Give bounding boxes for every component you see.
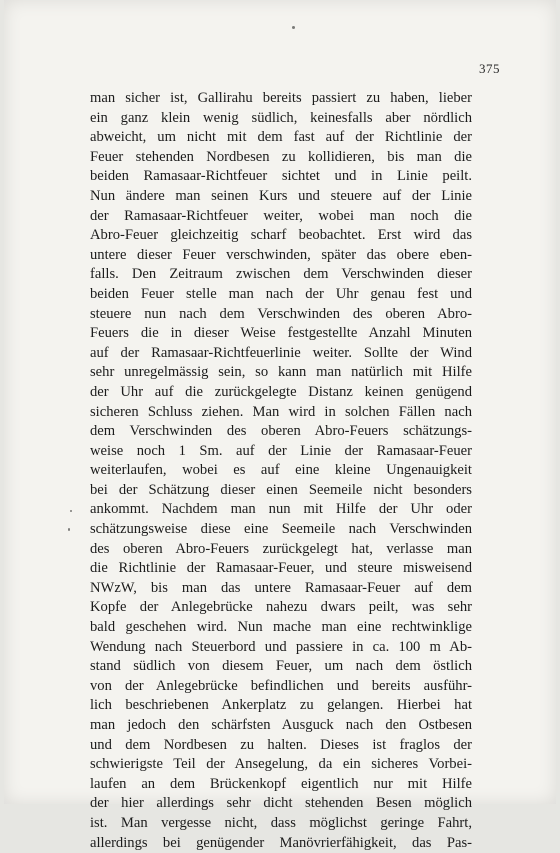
text-line: ankommt. Nachdem man nun mit Hilfe der Uhr oder bbox=[90, 501, 472, 518]
text-line: ein ganz klein wenig südlich, keinesfalls aber nördlich bbox=[90, 109, 472, 126]
text-line: beiden Ramasaar-Richtfeuer sichtet und in Linie peilt. bbox=[90, 168, 472, 185]
text-line: man jedoch den schärfsten Ausguck nach den Ostbesen bbox=[90, 717, 472, 733]
text-line: sehr unregelmässig sein, so kann man natürlich mit Hilfe bbox=[90, 364, 472, 381]
text-line: Feuers die in dieser Weise festgestellte Anzahl Minuten bbox=[90, 325, 472, 342]
text-line: beiden Feuer stelle man nach der Uhr genau fest und bbox=[90, 285, 472, 302]
text-line: Abro-Feuer gleichzeitig scharf beobachtet. Erst wird das bbox=[90, 227, 472, 244]
text-line: Kopfe der Anlegebrücke nahezu dwars peilt, was sehr bbox=[90, 599, 472, 616]
text-line: abweicht, um nicht mit dem fast auf der Richtlinie der bbox=[90, 129, 472, 146]
text-line: allerdings bei genügender Manövrierfähigkeit, das Pas- bbox=[90, 834, 472, 851]
text-line: und dem Nordbesen zu halten. Dieses ist fraglos der bbox=[90, 736, 472, 753]
text-line: Nun ändere man seinen Kurs und steuere auf der Linie bbox=[90, 187, 472, 204]
text-line: untere dieser Feuer verschwinden, später das obere eben- bbox=[90, 246, 472, 263]
text-line: schätzungsweise diese eine Seemeile nach Verschwinden bbox=[90, 521, 472, 538]
text-line: Wendung nach Steuerbord und passiere in ca. 100 m Ab- bbox=[90, 638, 472, 655]
text-line: laufen an dem Brückenkopf eigentlich nur mit Hilfe bbox=[90, 775, 472, 792]
text-line: stand südlich von diesem Feuer, um nach dem östlich bbox=[90, 658, 472, 675]
text-line: die Richtlinie der Ramasaar-Feuer, und steure misweisend bbox=[90, 560, 472, 577]
text-line: der Uhr auf die zurückgelegte Distanz keinen genügend bbox=[90, 383, 472, 400]
text-line: auf der Ramasaar-Richtfeuerlinie weiter. Sollte der Wind bbox=[90, 344, 472, 361]
text-line: weise noch 1 Sm. auf der Linie der Ramasaar-Feuer bbox=[90, 442, 472, 459]
text-line: des oberen Abro-Feuers zurückgelegt hat, verlasse man bbox=[90, 540, 472, 557]
text-line: NWzW, bis man das untere Ramasaar-Feuer auf dem bbox=[90, 579, 472, 596]
text-line: ist. Man vergesse nicht, dass möglichst geringe Fahrt, bbox=[90, 814, 472, 831]
text-line: lich beschriebenen Ankerplatz zu gelangen. Hierbei hat bbox=[90, 697, 472, 714]
text-line: weiterlaufen, wobei es auf eine kleine Ungenauigkeit bbox=[90, 462, 472, 479]
paper-speck bbox=[292, 26, 295, 29]
text-line: bei der Schätzung dieser einen Seemeile nicht besonders bbox=[90, 481, 472, 498]
text-line: der Ramasaar-Richtfeuer weiter, wobei man noch die bbox=[90, 207, 472, 224]
text-line: sicheren Schluss ziehen. Man wird in solchen Fällen nach bbox=[90, 403, 472, 420]
page-number: 375 bbox=[479, 61, 500, 76]
paper-speck bbox=[70, 510, 72, 512]
text-line: von der Anlegebrücke befindlichen und bereits ausführ- bbox=[90, 677, 472, 694]
text-line: man sicher ist, Gallirahu bereits passiert zu haben, lieber bbox=[90, 90, 472, 106]
text-line: der hier allerdings sehr dicht stehenden Besen möglich bbox=[90, 795, 472, 812]
text-line: steuere nun nach dem Verschwinden des oberen Abro- bbox=[90, 305, 472, 322]
body-text bbox=[90, 89, 472, 853]
text-line: bald geschehen wird. Nun mache man eine rechtwinklige bbox=[90, 619, 472, 636]
book-page bbox=[4, 0, 556, 851]
text-line: dem Verschwinden des oberen Abro-Feuers schätzungs- bbox=[90, 423, 472, 440]
text-line: falls. Den Zeitraum zwischen dem Verschwinden dieser bbox=[90, 266, 472, 283]
paper-speck bbox=[68, 528, 70, 531]
text-line: Feuer stehenden Nordbesen zu kollidieren, bis man die bbox=[90, 148, 472, 165]
text-line: schwierigste Teil der Ansegelung, da ein sicheres Vorbei- bbox=[90, 756, 472, 773]
